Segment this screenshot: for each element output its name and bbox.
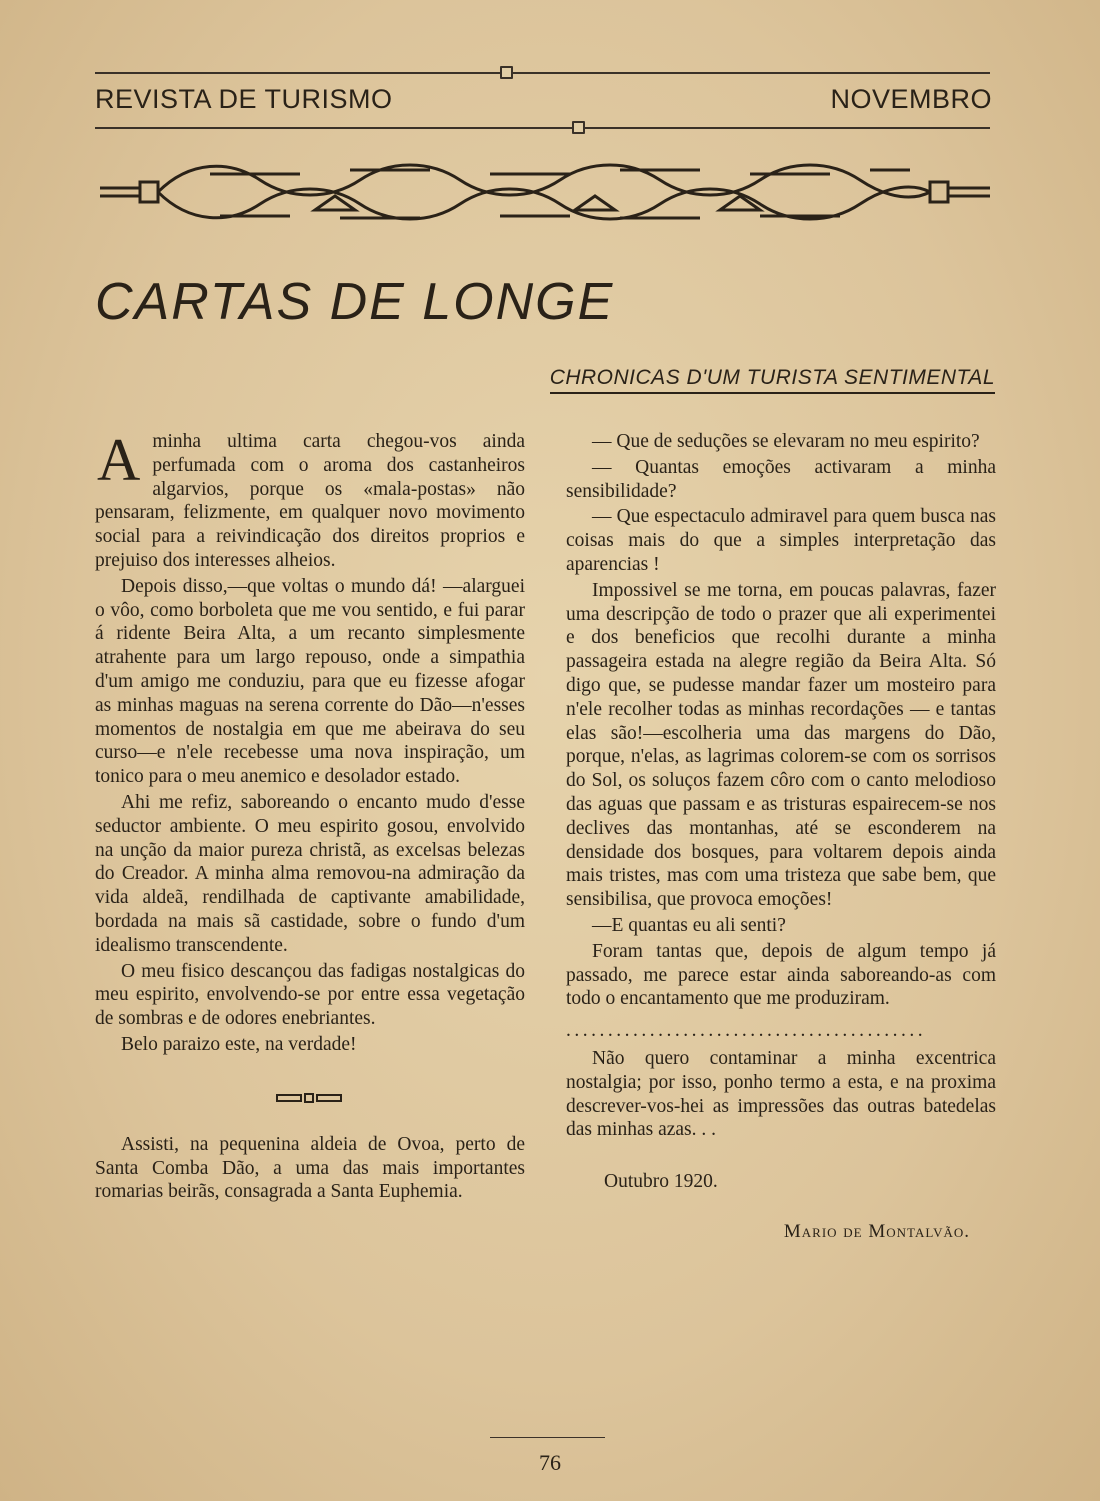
paragraph: Não quero contaminar a minha excentrica nostalgia; por isso, ponho termo a esta, e na proxima descrever-vos-hei as impressões das outras batedelas das minhas azas. . . [566,1047,996,1141]
author-signature: Mario de Montalvão. [783,1220,970,1242]
header-top-rule [95,72,990,74]
letter-date: Outubro 1920. [604,1171,718,1193]
drop-cap: A [97,427,141,493]
paragraph: Impossivel se me torna, em poucas palavras, fazer uma descripção de todo o prazer que ali experimentei e dos beneficios que recolhi durante a minha passageira estada na alegre região da Beira Alta. Só digo que, se pudesse mandar fazer um mosteiro para n'ele recolher todas as minhas recordações — e tantas elas são!—escolheria uma das margens do Dão, porque, n'elas, as lagrimas colorem-se com os sorrisos do Sol, os soluços fazem côro com o canto melodioso das aguas que passam e as tristuras espairecem-se nos declives das montanhas, até se esconderem na densidade dos bosques, para voltarem depois ainda mais tristes, mas com uma tristeza que sabe bem, que sensibilisa, que provoca emoções! [566,579,996,911]
paragraph: — Quantas emoções activaram a minha sensibilidade? [566,456,996,502]
dotted-separator: ........................................... [566,1020,927,1042]
paragraph: — Que espectaculo admiravel para quem busca nas coisas mais do que a simples interpretação das aparencias ! [566,506,996,575]
left-column [95,427,525,1206]
paragraph: Ahi me refiz, saboreando o encanto mudo d'esse seductor ambiente. O meu espirito gosou, envolvido na unção da maior pureza christã, as excelsas belezas do Creador. A minha alma removou-na admiração da vida aldeã, rendilhada de captivante amabilidade, bordada na mais sã castidade, sobre o fundo d'um idealismo transcendente. [95,791,525,956]
paragraph: Belo paraizo este, na verdade! [121,1033,357,1055]
header-bottom-rule [95,127,990,129]
header-top-rule-ornament [500,66,513,79]
right-column [566,430,996,1244]
paragraph: Depois disso,—que voltas o mundo dá! —alarguei o vôo, como borboleta que me vou sentido, e fui parar á ridente Beira Alta, a um recanto simplesmente atrahente para um largo repouso, onde a simpathia d'um amigo me conduziu, para que eu fizesse afogar as minhas maguas na serena corrente do Dão—n'esses momentos de nostalgia em que me abeirava do seu curso—e n'ele recebesse uma nova inspiração, um tonico para o meu anemico e desolador estado. [95,575,525,788]
paragraph: O meu fisico descançou das fadigas nostalgicas do meu espirito, envolvendo-se por entre essa vegetação de sombras e de odores enebriantes. [95,960,525,1030]
decorative-ornament-band [100,160,990,230]
article-title: CARTAS DE LONGE [95,273,615,331]
article-subtitle: CHRONICAS D'UM TURISTA SENTIMENTAL [550,366,995,394]
issue-month: NOVEMBRO [830,84,992,114]
paragraph: Foram tantas que, depois de algum tempo já passado, me parece estar ainda saboreando-as com todo o encantamento que me produziram. [566,940,996,1010]
magazine-name: REVISTA DE TURISMO [95,84,393,114]
page-number: 76 [539,1450,561,1475]
header-bottom-rule-ornament [572,121,585,134]
footer-rule [490,1437,605,1438]
paragraph: Assisti, na pequenina aldeia de Ovoa, perto de Santa Comba Dão, a uma das mais importantes romarias beirãs, consagrada a Santa Euphemia. [95,1133,525,1203]
section-separator-ornament [95,1087,525,1099]
paragraph: Aminha ultima carta chegou-vos ainda perfumada com o aroma dos castanheiros algarvios, porque os «mala-postas» não pensaram, felizmente, em qualquer novo movimento social para a reivindicação dos direitos proprios e prejuiso dos interesses alheios. [95,427,525,571]
paragraph: —E quantas eu ali senti? [592,914,786,936]
paragraph: — Que de seduções se elevaram no meu espirito? [592,431,980,452]
